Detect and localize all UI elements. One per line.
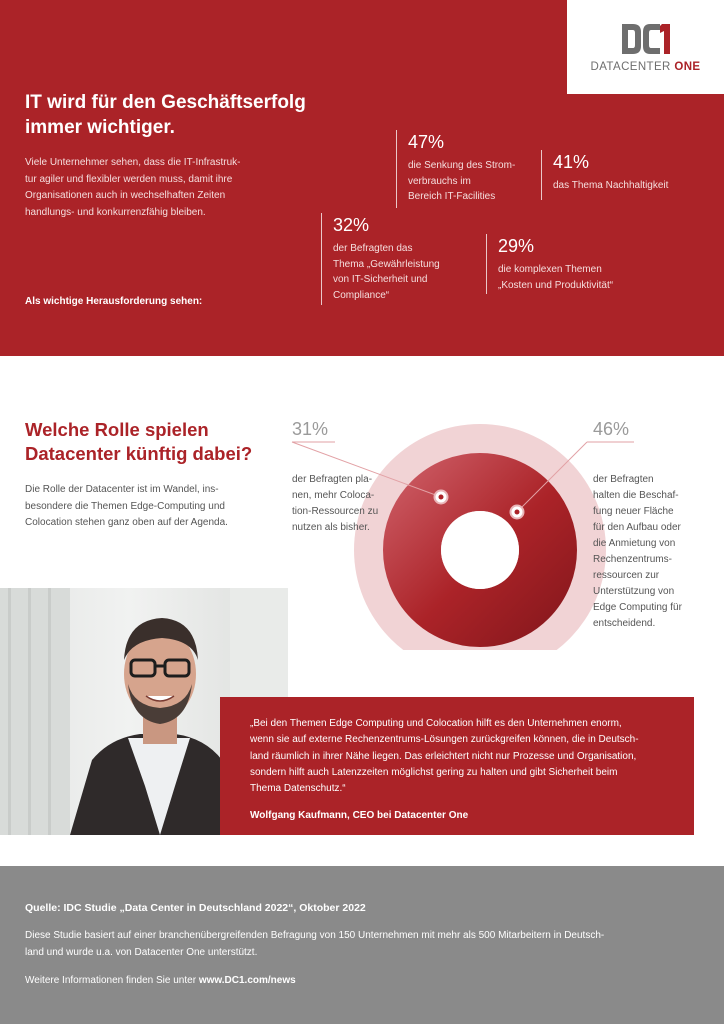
colocation-line: der Befragten pla- bbox=[292, 474, 373, 485]
logo bbox=[567, 0, 724, 94]
intro-line: tur agiler und flexibler werden muss, damit ihre bbox=[25, 173, 233, 185]
hero-title-line-1: IT wird für den Geschäftserfolg bbox=[25, 92, 306, 113]
edge-line: fung neuer Fläche bbox=[593, 506, 674, 517]
footer bbox=[0, 866, 724, 1024]
right-marker-core bbox=[515, 510, 520, 515]
stat-32 bbox=[321, 213, 440, 305]
section-intro-line: besondere die Themen Edge-Computing und bbox=[25, 500, 225, 512]
colocation-line: nen, mehr Coloca- bbox=[292, 490, 375, 501]
source-citation: Quelle: IDC Studie „Data Center in Deutschland 2022“, Oktober 2022 bbox=[25, 902, 366, 914]
edge-line: die Anmietung von bbox=[593, 538, 676, 549]
stat-line: der Befragten das bbox=[333, 243, 413, 254]
section-intro-line: Colocation stehen ganz oben auf der Agenda. bbox=[25, 517, 228, 528]
stat-29 bbox=[486, 234, 613, 294]
stat-line: „Kosten und Produktivität“ bbox=[498, 279, 614, 291]
study-line: land und wurde u.a. von Datacenter One unterstützt. bbox=[25, 946, 258, 958]
hero-intro bbox=[25, 155, 280, 221]
quote-line: sondern hilft auch Latenzzeiten möglichst gering zu halten und gibt Sicherheit beim bbox=[250, 766, 618, 778]
edge-line: halten die Beschaf- bbox=[593, 490, 679, 501]
study-line: Diese Studie basiert auf einer branchenübergreifenden Befragung von 150 Unternehmen mit mehr als 500 Mitarbeitern in Deutsch- bbox=[25, 930, 605, 941]
stat-line: verbrauchs im bbox=[408, 175, 471, 187]
quote-author: Wolfgang Kaufmann, CEO bei Datacenter One bbox=[250, 810, 469, 822]
stat-line: Thema „Gewährleistung bbox=[333, 258, 440, 270]
logo-name-left: DATACENTER bbox=[590, 61, 671, 73]
edge-line: ressourcen zur bbox=[593, 570, 660, 581]
stat-percentage: 41% bbox=[553, 152, 590, 172]
hero-title bbox=[25, 90, 345, 140]
donut-hole bbox=[441, 511, 519, 589]
intro-line: Viele Unternehmer sehen, dass die IT-Infrastruk- bbox=[25, 157, 241, 168]
logo-name-right: ONE bbox=[674, 61, 701, 73]
section-title-line-1: Welche Rolle spielen bbox=[25, 419, 209, 440]
study-description bbox=[25, 928, 685, 961]
edge-line: Rechenzentrums- bbox=[593, 554, 672, 565]
quote-line: „Bei den Themen Edge Computing und Colocation hilft es den Unternehmen enorm, bbox=[250, 718, 622, 729]
stat-line: das Thema Nachhaltigkeit bbox=[553, 180, 669, 191]
dc1-logo-icon bbox=[622, 24, 670, 54]
colocation-description bbox=[292, 472, 392, 536]
more-info bbox=[25, 975, 699, 986]
stat-percentage: 32% bbox=[333, 215, 370, 235]
quote-box bbox=[220, 697, 694, 835]
colocation-percentage: 31% bbox=[292, 419, 329, 439]
section-intro-line: Die Rolle der Datacenter ist im Wandel, ins- bbox=[25, 484, 219, 495]
colocation-line: nutzen als bisher. bbox=[292, 522, 370, 533]
edge-line: der Befragten bbox=[593, 474, 654, 485]
hero-section bbox=[0, 0, 724, 356]
stat-line: Bereich IT-Facilities bbox=[408, 191, 496, 202]
intro-line: Organisationen auch in wechselhaften Zeiten bbox=[25, 190, 226, 201]
news-link[interactable]: www.DC1.com/news bbox=[198, 975, 296, 986]
edge-percentage: 46% bbox=[593, 419, 630, 439]
edge-line: Unterstützung von bbox=[593, 586, 675, 597]
stat-47 bbox=[396, 130, 515, 208]
stat-line: Compliance“ bbox=[333, 289, 390, 301]
edge-line: für den Aufbau oder bbox=[593, 522, 681, 533]
left-marker-core bbox=[439, 495, 444, 500]
stat-description bbox=[553, 178, 668, 194]
stat-line: von IT-Sicherheit und bbox=[333, 274, 428, 285]
stat-description bbox=[408, 158, 515, 205]
quote-text bbox=[250, 716, 668, 797]
challenge-label: Als wichtige Herausforderung sehen: bbox=[25, 296, 203, 307]
stat-41 bbox=[541, 150, 668, 200]
hero-title-line-2: immer wichtiger. bbox=[25, 117, 175, 138]
stat-line: die komplexen Themen bbox=[498, 264, 602, 275]
quote-line: land räumlich in ihrer Nähe liegen. Das erleichtert nicht nur Prozesse und Organisation, bbox=[250, 750, 637, 762]
stat-percentage: 47% bbox=[408, 132, 445, 152]
stat-percentage: 29% bbox=[498, 236, 535, 256]
edge-line: Edge Computing für bbox=[593, 602, 682, 613]
intro-line: handlungs- und konkurrenzfähig bleiben. bbox=[25, 206, 206, 218]
edge-description bbox=[593, 472, 713, 632]
section-title-line-2: Datacenter künftig dabei? bbox=[25, 443, 253, 464]
stat-description bbox=[333, 241, 440, 303]
colocation-line: tion-Ressourcen zu bbox=[292, 506, 379, 517]
more-info-prefix: Weitere Informationen finden Sie unter bbox=[25, 975, 199, 986]
edge-line: entscheidend. bbox=[593, 618, 656, 629]
logo-wordmark bbox=[567, 61, 724, 73]
quote-line: wenn sie auf externe Rechenzentrums-Lösungen zurückgreifen können, die in Deutsch- bbox=[250, 734, 639, 746]
stat-line: die Senkung des Strom- bbox=[408, 160, 516, 171]
quote-line: Thema Datenschutz.“ bbox=[250, 783, 346, 795]
stat-description bbox=[498, 262, 613, 293]
